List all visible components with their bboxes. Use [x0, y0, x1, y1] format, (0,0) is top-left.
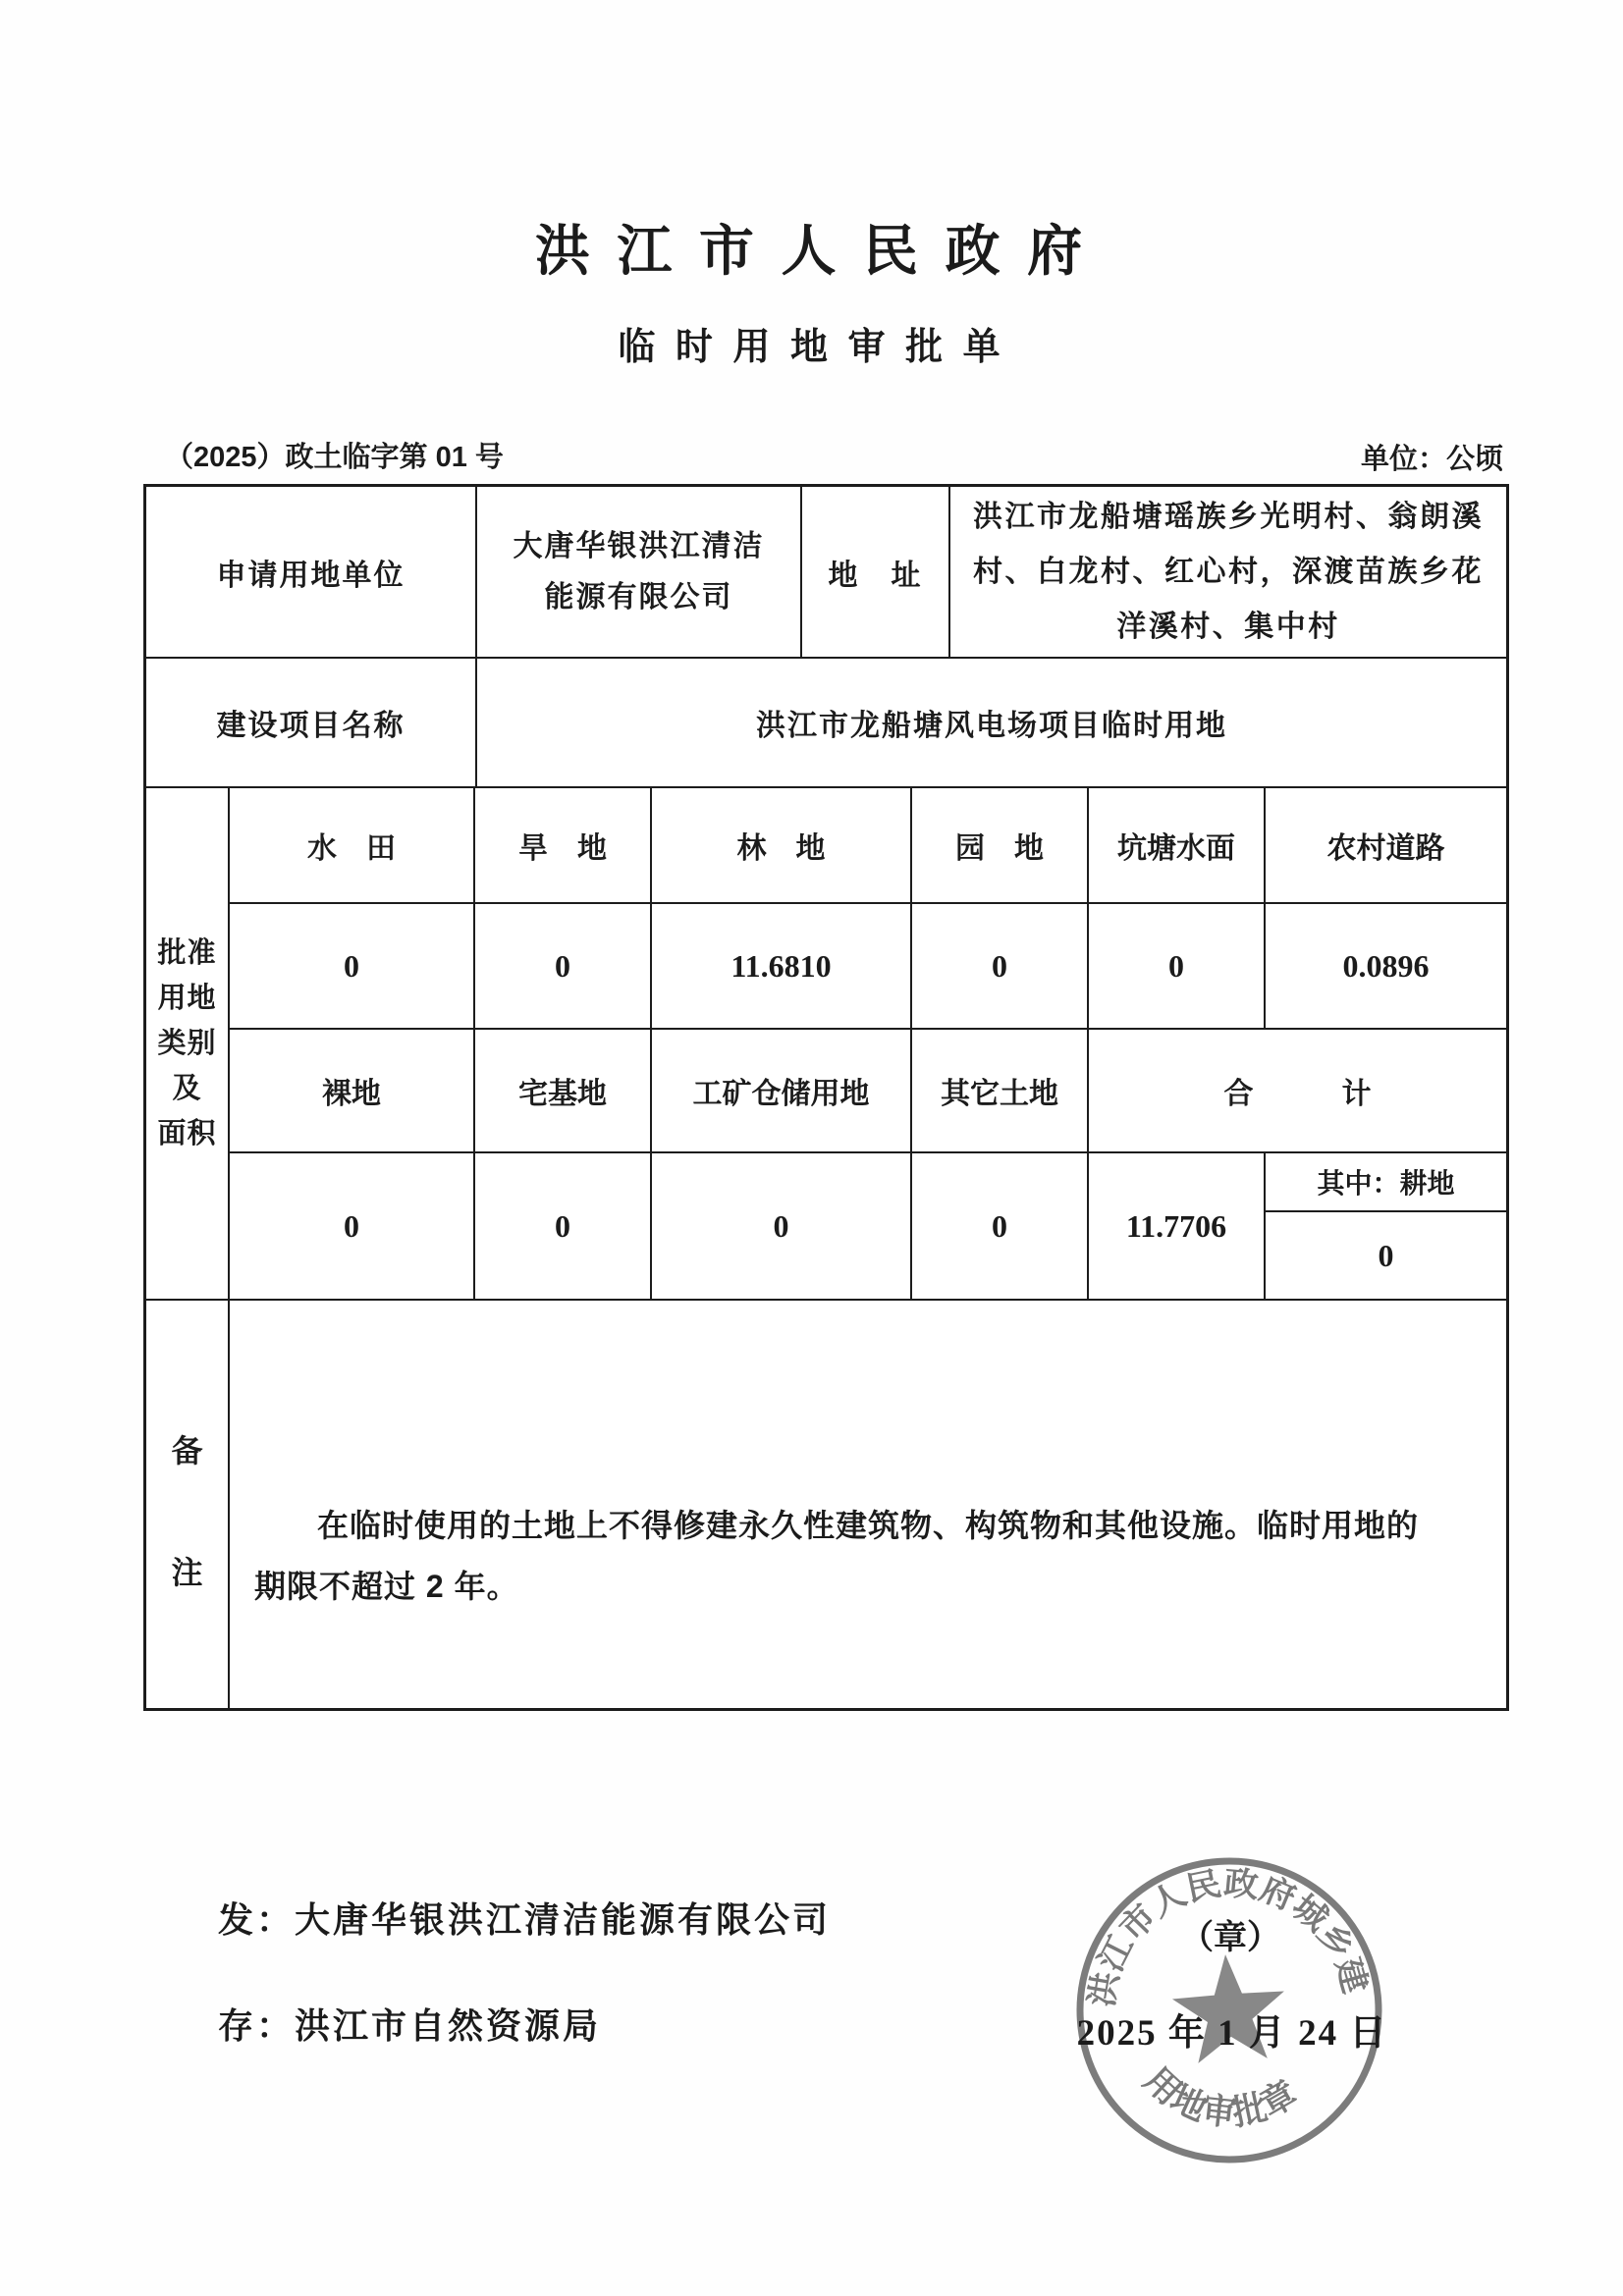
- category-side-label: [146, 788, 230, 1301]
- header-forest-land: 林 地: [652, 788, 912, 904]
- issue-to-line: 发：大唐华银洪江清洁能源有限公司: [218, 1899, 832, 1940]
- archive-at-line: 存：洪江市自然资源局: [218, 2005, 602, 2046]
- header-bare-land: 裸地: [230, 1030, 475, 1153]
- approval-date: 2025 年 1 月 24 日: [1076, 2013, 1388, 2054]
- header-total: 合 计: [1089, 1030, 1506, 1153]
- value-industrial-storage: 0: [652, 1153, 912, 1301]
- remark-value-cell: [230, 1301, 1506, 1708]
- value-pond-water: 0: [1089, 904, 1266, 1030]
- side-label-line: 类别: [157, 1028, 217, 1059]
- header-paddy-field: 水 田: [230, 788, 475, 904]
- header-pond-water: 坑塘水面: [1089, 788, 1266, 904]
- value-other-land: 0: [912, 1153, 1089, 1301]
- unit-note: 单位：公顷: [1360, 444, 1503, 475]
- header-homestead: 宅基地: [475, 1030, 652, 1153]
- value-rural-road: 0.0896: [1266, 904, 1506, 1030]
- document-number: （2025）政土临字第 01 号: [165, 442, 504, 473]
- side-label-line: 批准: [157, 937, 217, 969]
- header-dry-land: 旱 地: [475, 788, 652, 904]
- approval-table: [143, 484, 1509, 1711]
- value-bare-land: 0: [230, 1153, 475, 1301]
- project-value-cell: 洪江市龙船塘风电场项目临时用地: [477, 659, 1506, 788]
- value-homestead: 0: [475, 1153, 652, 1301]
- remark-text: 在临时使用的土地上不得修建永久性建筑物、构筑物和其他设施。临时用地的期限不超过 2 年。: [254, 1508, 1420, 1604]
- address-value-cell: 洪江市龙船塘瑶族乡光明村、翁朗溪村、白龙村、红心村，深渡苗族乡花洋溪村、集中村: [950, 487, 1506, 659]
- cultivated-land-sub-label: 其中：耕地: [1266, 1153, 1506, 1212]
- remark-label-cell: [146, 1301, 230, 1708]
- remark-label-char: 注: [171, 1554, 203, 1590]
- header-garden-land: 园 地: [912, 788, 1089, 904]
- side-label-line: 面积: [157, 1118, 217, 1149]
- value-dry-land: 0: [475, 904, 652, 1030]
- applicant-label-cell: 申请用地单位: [146, 487, 477, 659]
- page-subtitle: 临 时 用 地 审 批 单: [618, 327, 1005, 368]
- page-title: 洪 江 市 人 民 政 府: [534, 220, 1089, 282]
- project-label-cell: 建设项目名称: [146, 659, 477, 788]
- seal-bottom-text: 用地审批章: [1136, 2058, 1305, 2134]
- total-breakdown-cell: [1266, 1153, 1506, 1301]
- cultivated-land-sub-value: 0: [1378, 1237, 1394, 1273]
- value-paddy-field: 0: [230, 904, 475, 1030]
- table-section-top: [146, 487, 1506, 788]
- table-section-remark: [146, 1301, 1506, 1708]
- remark-label-char: 备: [171, 1432, 203, 1468]
- header-rural-road: 农村道路: [1266, 788, 1506, 904]
- value-total: 11.7706: [1089, 1153, 1266, 1301]
- header-other-land: 其它土地: [912, 1030, 1089, 1153]
- stamp-placeholder-note: （章）: [1180, 1919, 1280, 1956]
- value-garden-land: 0: [912, 904, 1089, 1030]
- seal-arc-text: 洪江市人民政府城乡建: [1083, 1864, 1374, 2010]
- header-industrial-storage: 工矿仓储用地: [652, 1030, 912, 1153]
- side-label-line: 用地: [157, 983, 217, 1014]
- applicant-value-cell: 大唐华银洪江清洁能源有限公司: [477, 487, 802, 659]
- address-label-cell: 地 址: [802, 487, 950, 659]
- table-section-categories: [146, 788, 1506, 1301]
- value-forest-land: 11.6810: [652, 904, 912, 1030]
- side-label-line: 及: [172, 1073, 202, 1104]
